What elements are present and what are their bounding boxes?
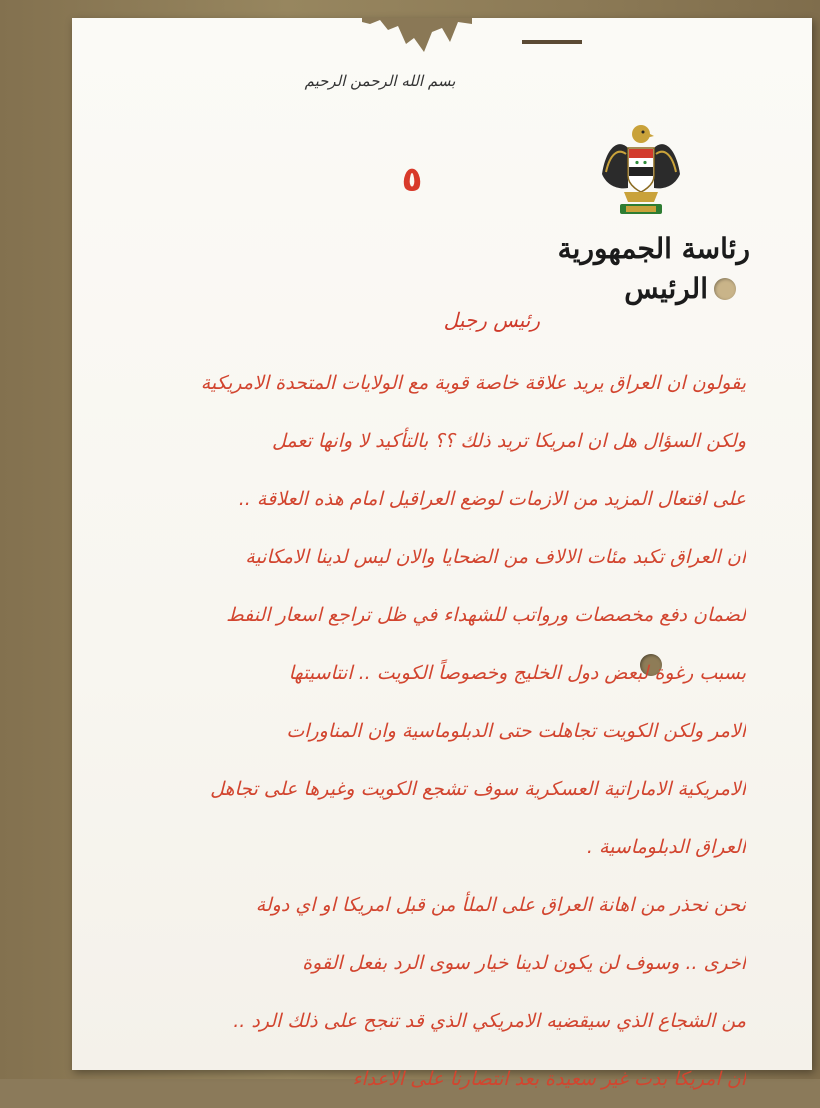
body-line: الامر ولكن الكويت تجاهلت حتى الدبلوماسية وان المناورات [286, 720, 746, 742]
body-line: ان العراق تكبد مئات الالاف من الضحايا والان ليس لدينا الامكانية [245, 546, 746, 568]
body-line: نحن نحذر من اهانة العراق على الملأ من قبل امريكا او اي دولة [255, 894, 746, 916]
body-line: من الشجاع الذي سيقضيه الامريكي الذي قد تنجح على ذلك الرد .. [233, 1010, 746, 1032]
body-line: ولكن السؤال هل ان امريكا تريد ذلك ؟؟ بالتأكيد لا وانها تعمل [272, 430, 746, 452]
body-line: بسبب رغوة لبعض دول الخليج وخصوصاً الكويت .. انتاسيتها [288, 662, 746, 684]
basmala-header: بسم الله الرحمن الرحيم [304, 72, 456, 90]
body-line: لضمان دفع مخصصات ورواتب للشهداء في ظل تراجع اسعار النفط [226, 604, 746, 626]
punch-hole [714, 278, 736, 300]
body-line: ان امريكا بدت غير سعيدة بعد انتصارنا على الاعداء [352, 1068, 746, 1090]
top-edge-mark [522, 40, 582, 44]
office-name: الرئيس [624, 272, 708, 305]
eagle-emblem-icon [598, 118, 684, 220]
body-line: يقولون ان العراق يريد علاقة خاصة قوية مع الولايات المتحدة الامريكية [200, 372, 746, 394]
organization-name: رئاسة الجمهورية [557, 232, 750, 265]
body-line: على افتعال المزيد من الازمات لوضع العراقيل امام هذه العلاقة .. [238, 488, 746, 510]
body-line: العراق الدبلوماسية . [586, 836, 746, 858]
torn-edge [362, 18, 472, 58]
body-line: اخرى .. وسوف لن يكون لدينا خيار سوى الرد بفعل القوة [302, 952, 746, 974]
body-line: الامريكية الاماراتية العسكرية سوف تشجع الكويت وغيرها على تجاهل [210, 778, 746, 800]
handwritten-body [86, 354, 746, 1108]
page-number: ٥ [401, 160, 423, 200]
salutation: رئيس رجيل [443, 308, 540, 332]
